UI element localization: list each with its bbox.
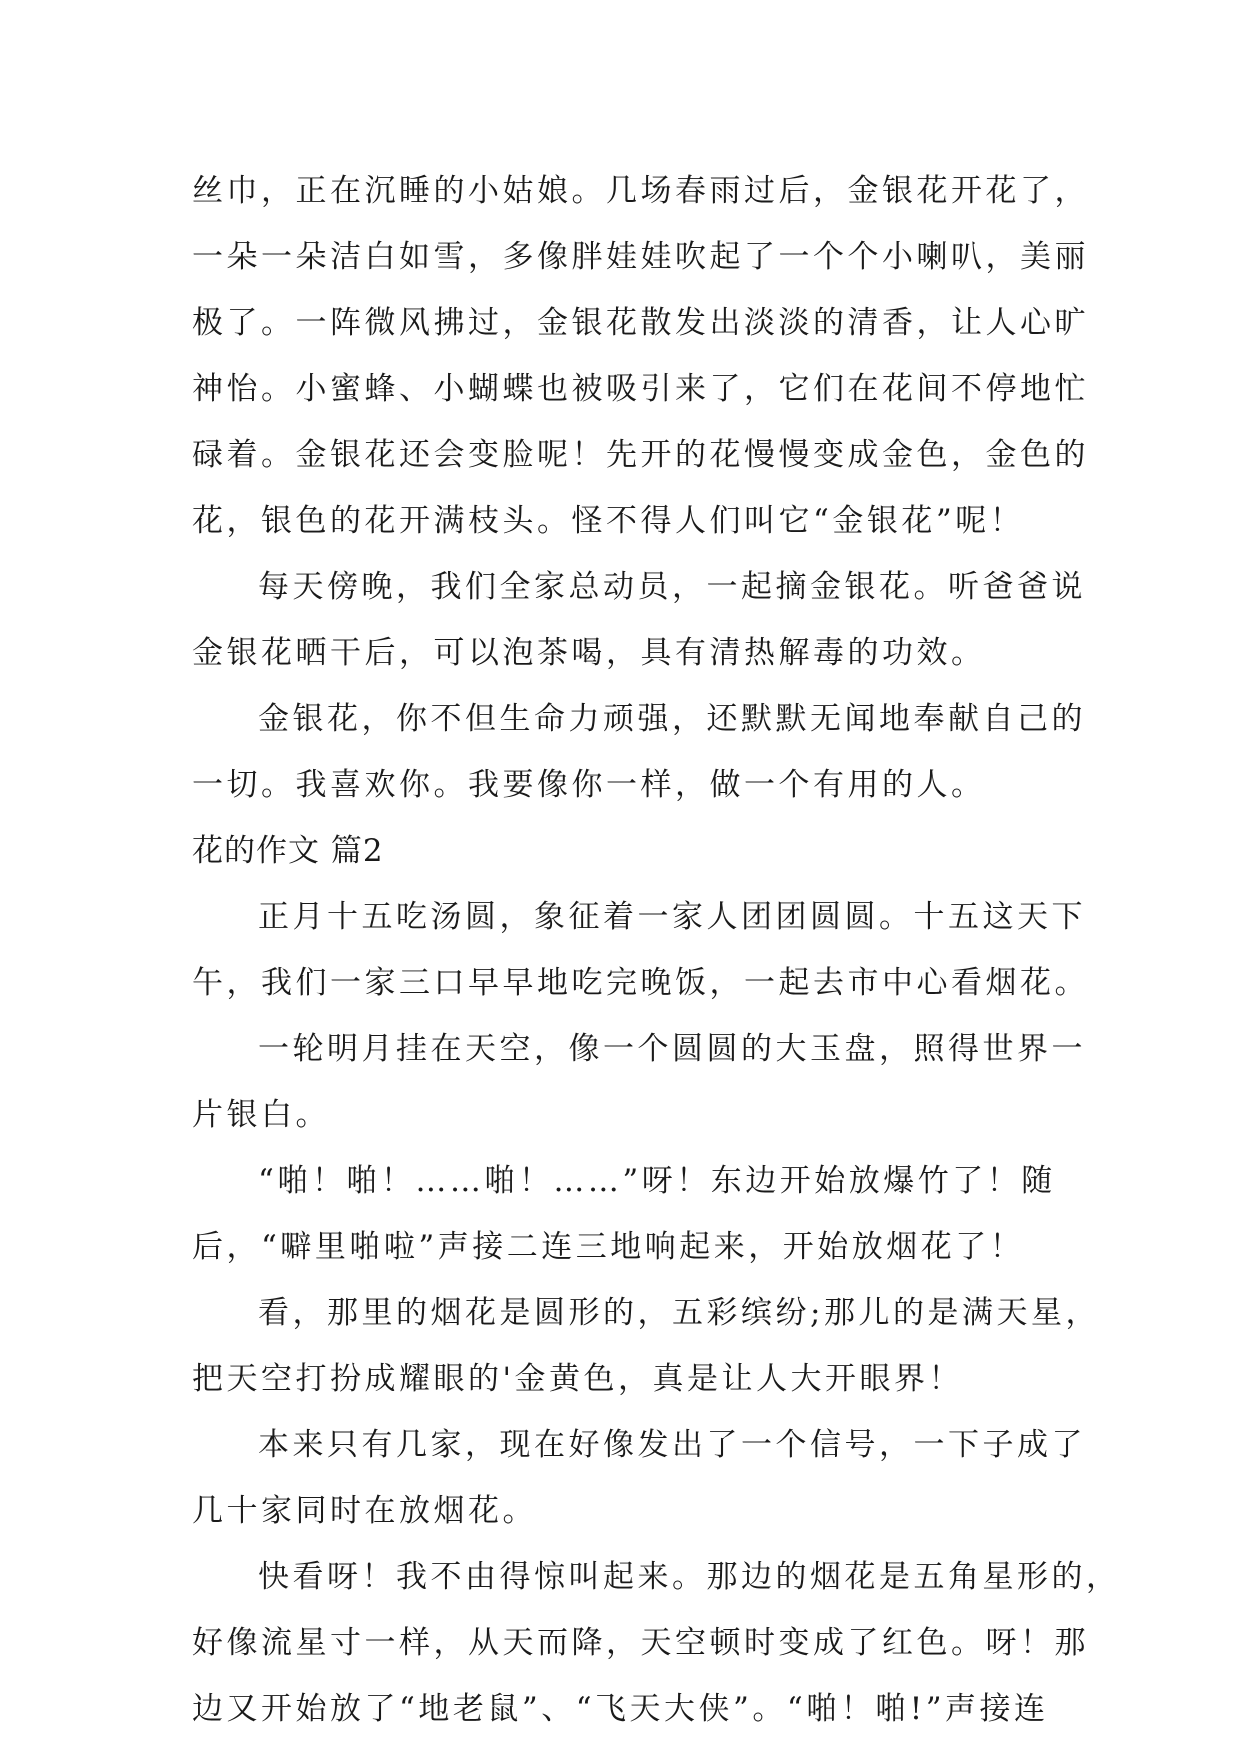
section-heading: 花的作文 篇2: [192, 833, 384, 869]
text-line: 每天傍晚，我们全家总动员，一起摘金银花。听爸爸说: [258, 569, 1086, 605]
text-line: 看，那里的烟花是圆形的，五彩缤纷;那儿的是满天星，: [258, 1295, 1100, 1331]
text-line: 后，“噼里啪啦”声接二连三地响起来，开始放烟花了！: [192, 1229, 1025, 1265]
text-line: 金银花晒干后，可以泡茶喝，具有清热解毒的功效。: [192, 635, 986, 671]
text-line: 好像流星寸一样，从天而降，天空顿时变成了红色。呀！那: [192, 1625, 1089, 1661]
document-body: [192, 158, 1121, 1742]
text-line: 花，银色的花开满枝头。怪不得人们叫它“金银花”呢！: [192, 503, 1025, 539]
text-line: 片银白。: [192, 1097, 330, 1133]
text-line: 一切。我喜欢你。我要像你一样，做一个有用的人。: [192, 767, 986, 803]
text-line: 边又开始放了“地老鼠”、“飞天大侠”。“啪！啪!”声接连: [192, 1691, 1049, 1727]
text-line: 把天空打扮成耀眼的'金黄色，真是让人大开眼界！: [192, 1361, 964, 1397]
text-line: 极了。一阵微风拂过，金银花散发出淡淡的清香，让人心旷: [192, 305, 1089, 341]
text-line: 本来只有几家，现在好像发出了一个信号，一下子成了: [258, 1427, 1086, 1463]
text-line: 神怡。小蜜蜂、小蝴蝶也被吸引来了，它们在花间不停地忙: [192, 371, 1089, 407]
text-line: 一轮明月挂在天空，像一个圆圆的大玉盘，照得世界一: [258, 1031, 1086, 1067]
text-line: 几十家同时在放烟花。: [192, 1493, 537, 1529]
text-line: 金银花，你不但生命力顽强，还默默无闻地奉献自己的: [258, 701, 1086, 737]
text-line: 一朵一朵洁白如雪，多像胖娃娃吹起了一个个小喇叭，美丽: [192, 239, 1089, 275]
text-line: 快看呀！我不由得惊叫起来。那边的烟花是五角星形的，: [258, 1559, 1121, 1595]
text-line: 丝巾，正在沉睡的小姑娘。几场春雨过后，金银花开花了，: [192, 173, 1089, 209]
text-line: 碌着。金银花还会变脸呢！先开的花慢慢变成金色，金色的: [192, 437, 1089, 473]
text-line: 正月十五吃汤圆，象征着一家人团团圆圆。十五这天下: [258, 899, 1086, 935]
text-line: “啪！啪！……啪！……”呀！东边开始放爆竹了！随: [258, 1163, 1056, 1199]
text-line: 午，我们一家三口早早地吃完晚饭，一起去市中心看烟花。: [192, 965, 1089, 1001]
